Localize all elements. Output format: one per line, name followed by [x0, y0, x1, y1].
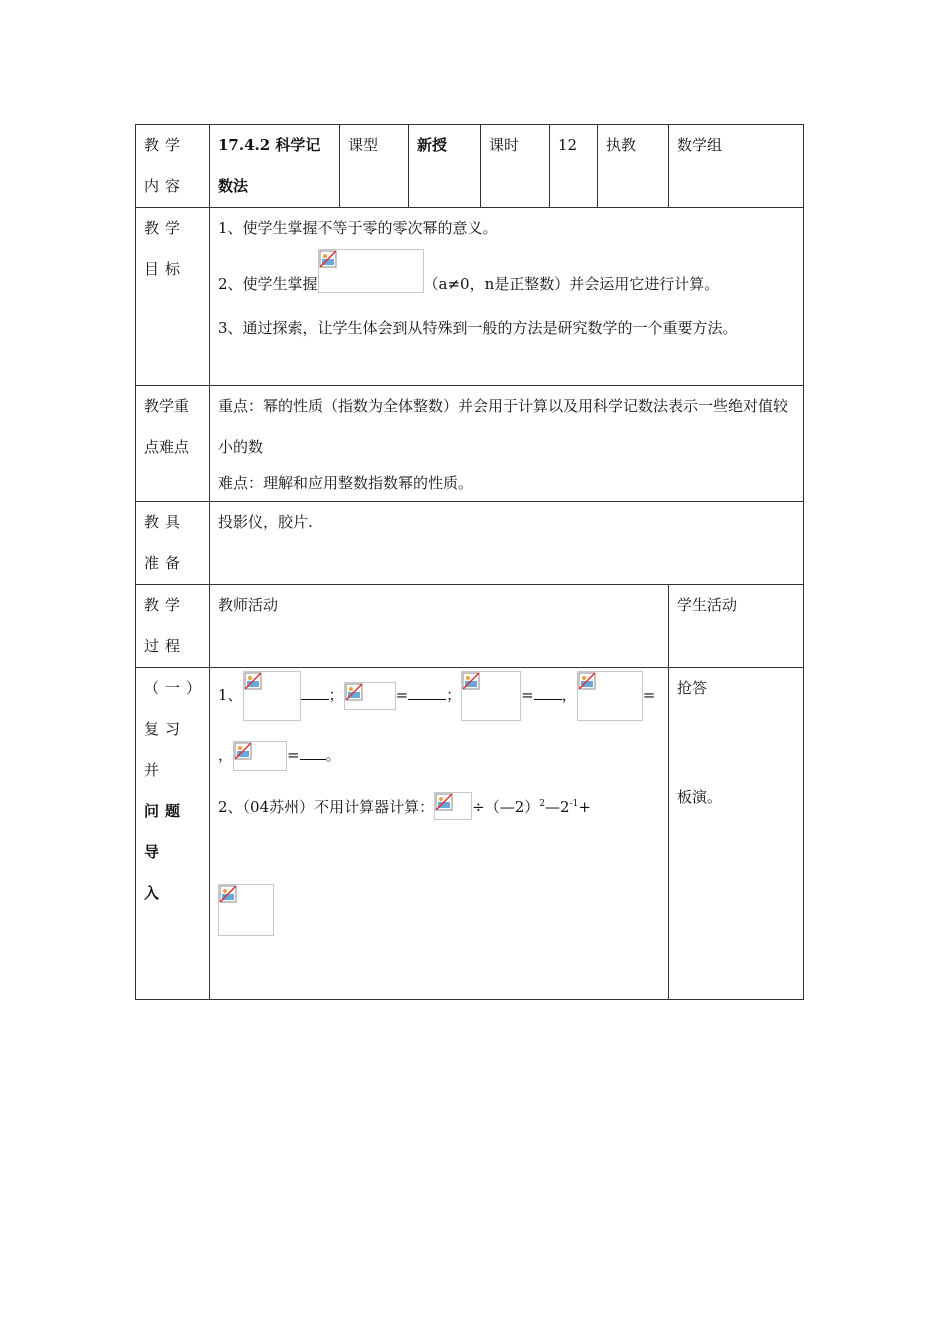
question-1-cont: ， = 。 [218, 732, 660, 778]
tools-label: 教具准备 [136, 502, 210, 585]
answer-blank[interactable] [408, 685, 446, 700]
content-label: 教学内容 [136, 125, 210, 208]
answer-blank[interactable] [300, 745, 326, 760]
content-value: 17.4.2 科学记数法 [210, 125, 340, 208]
image-placeholder-1 [243, 671, 301, 721]
teacher-label: 执教 [598, 125, 669, 208]
image-placeholder-4 [577, 671, 643, 721]
question-2: 2、（04苏州）不用计算器计算： $\div(—2)^2—2^{-1}+$ [218, 784, 660, 827]
tools-value: 投影仪，胶片. [210, 502, 804, 585]
keypoints-content [210, 386, 804, 502]
review-row [136, 668, 804, 1000]
answer-blank[interactable] [301, 685, 329, 700]
broken-image-icon [234, 742, 252, 760]
student-activity-header: 学生活动 [669, 585, 804, 668]
goals-row [136, 208, 804, 386]
image-placeholder-7 [218, 884, 274, 936]
keypoints-label: 教学重点难点 [136, 386, 210, 502]
image-placeholder-5 [233, 741, 287, 771]
image-placeholder-3 [461, 671, 521, 721]
period-label: 课时 [481, 125, 550, 208]
student-board-work: 板演。 [677, 788, 723, 806]
broken-image-icon [244, 672, 262, 690]
process-label: 教学过程 [136, 585, 210, 668]
broken-image-icon [578, 672, 596, 690]
goal-item-1: 1、使学生掌握不等于零的零次幂的意义。 [218, 219, 498, 237]
process-row [136, 585, 804, 668]
review-student-content [669, 668, 804, 1000]
image-placeholder-6 [434, 792, 472, 820]
broken-image-icon [319, 250, 337, 268]
review-label: （一） 复习并 问题导 入 [136, 668, 210, 1000]
teacher-value: 数学组 [669, 125, 804, 208]
goal-item-3: 3、通过探索，让学生体会到从特殊到一般的方法是研究数学的一个重要方法。 [218, 319, 738, 337]
student-quick-answer: 抢答 [677, 679, 708, 697]
type-value: 新授 [409, 125, 481, 208]
key-point: 重点：幂的性质（指数为全体整数）并会用于计算以及用科学记数法表示一些绝对值较小的数 [218, 397, 789, 456]
period-value: 12 [550, 125, 598, 208]
broken-image-icon [219, 885, 237, 903]
broken-image-icon [462, 672, 480, 690]
teacher-activity-header: 教师活动 [210, 585, 669, 668]
difficulty-point: 难点：理解和应用整数指数幂的性质。 [218, 474, 474, 492]
goals-content [210, 208, 804, 386]
question-2-cont [218, 881, 660, 937]
keypoints-row [136, 386, 804, 502]
answer-blank[interactable] [534, 685, 562, 700]
question-1: 1、 ； = ； = ， = [218, 668, 660, 722]
lesson-plan-table [135, 124, 804, 1000]
formula-image-placeholder [318, 249, 424, 293]
type-label: 课型 [340, 125, 409, 208]
header-row [136, 125, 804, 208]
review-teacher-content [210, 668, 669, 1000]
broken-image-icon [345, 683, 363, 701]
goals-label: 教学目标 [136, 208, 210, 386]
broken-image-icon [435, 793, 453, 811]
goal-item-2: 2、使学生掌握 （a≠0，n是正整数）并会运用它进行计算。 [218, 249, 795, 308]
tools-row [136, 502, 804, 585]
image-placeholder-2 [344, 682, 396, 710]
